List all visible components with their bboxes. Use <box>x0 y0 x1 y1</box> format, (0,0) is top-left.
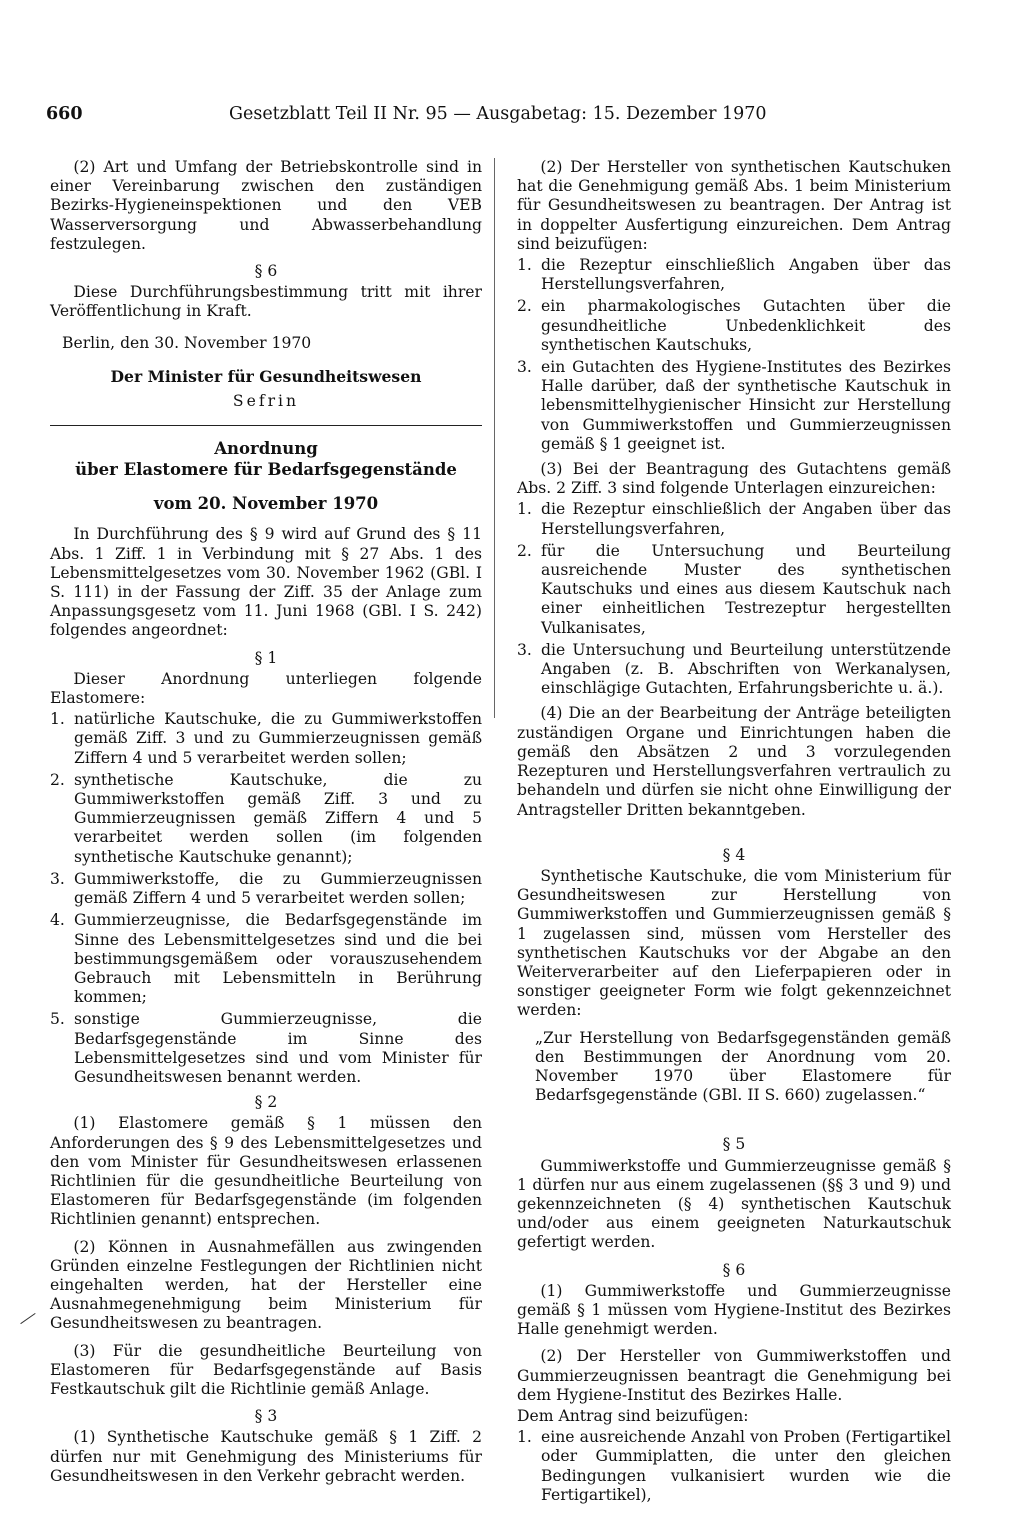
item-number: 1. <box>517 1428 532 1447</box>
list-item <box>50 710 482 768</box>
place-date: Berlin, den 30. November 1970 <box>62 333 312 352</box>
list-item <box>50 771 482 867</box>
item-text: die Rezeptur einschließlich der Angaben über das Herstellungsverfahren, <box>541 500 951 538</box>
paragraph: (4) Die an der Bearbeitung der Anträge beteiligten zuständigen Organe und Einrichtungen haben die gemäß den Absätzen 2 und 3 vorzulegenden Rezepturen und Herstellungsverfahren vertraulich zu behandeln und dürfen sie nicht ohne Einwilligung der Antragsteller Dritten bekanntgeben. <box>517 704 951 819</box>
list-item <box>517 358 951 454</box>
left-column <box>50 158 482 1494</box>
column-divider <box>494 158 495 718</box>
page-header <box>46 103 766 125</box>
list-item <box>50 870 482 908</box>
document-title-line: über Elastomere für Bedarfsgegenstände <box>75 460 457 480</box>
paragraph: Dem Antrag sind beizufügen: <box>517 1406 749 1425</box>
list-item <box>517 542 951 638</box>
quoted-marking: „Zur Herstellung von Bedarfsgegenständen gemäß den Bestimmungen der Anordnung vom 20. November 1970 über Elastomere für Bedarfsgegenstände (GBl. II S. 660) zugelassen.“ <box>535 1028 951 1105</box>
list-item <box>50 1010 482 1087</box>
section-heading: § 6 <box>722 1260 746 1279</box>
item-text: sonstige Gummierzeugnisse, die Bedarfsgegenstände im Sinne des Lebensmittelgesetzes sind und vom Minister für Gesundheitswesen benannt werden. <box>74 1010 482 1086</box>
paragraph: (3) Bei der Beantragung des Gutachtens gemäß Abs. 2 Ziff. 3 sind folgende Unterlagen einzureichen: <box>517 460 951 498</box>
paragraph: (3) Für die gesundheitliche Beurteilung von Elastomeren für Bedarfsgegenstände auf Basis Festkautschuk gilt die Richtlinie gemäß Anlage. <box>50 1341 482 1398</box>
document-title-line: Anordnung <box>214 439 318 459</box>
item-text: Gummierzeugnisse, die Bedarfsgegenstände im Sinne des Lebensmittelgesetzes sind und die bei bestimmungsgemäßem oder vorauszusehendem Gebrauch mit Lebensmitteln in Berührung kommen; <box>74 911 482 1007</box>
paragraph: Dieser Anordnung unterliegen folgende Elastomere: <box>50 669 482 708</box>
item-text: die Rezeptur einschließlich Angaben über das Herstellungsverfahren, <box>541 256 951 294</box>
item-number: 1. <box>517 500 532 519</box>
item-number: 2. <box>517 297 532 316</box>
list-item <box>517 1428 951 1505</box>
paragraph: In Durchführung des § 9 wird auf Grund des § 11 Abs. 1 Ziff. 1 in Verbindung mit § 27 Abs. 1 des Lebensmittelgesetzes vom 30. November 1962 (GBl. I S. 111) in der Fassung der Ziff. 35 der Anlage zum Anpassungsgesetz vom 11. Juni 1968 (GBl. I S. 242) folgendes angeordnet: <box>50 525 482 640</box>
item-text: synthetische Kautschuke, die zu Gummiwerkstoffen gemäß Ziff. 3 und zu Gummierzeugnissen gemäß Ziffern 4 und 5 verarbeitet werden sollen (im folgenden synthetische Kautschuke genannt); <box>74 770 482 866</box>
item-number: 4. <box>50 911 65 930</box>
paragraph: (1) Synthetische Kautschuke gemäß § 1 Ziff. 2 dürfen nur mit Genehmigung des Ministeriums für Gesundheitswesen in den Verkehr gebracht werden. <box>50 1428 482 1485</box>
item-number: 2. <box>517 541 532 560</box>
right-column <box>517 158 951 1511</box>
item-text: die Untersuchung und Beurteilung unterstützende Angaben (z. B. Abschriften von Werkanalysen, einschlägige Gutachten, Erfahrungsberichte u. ä.). <box>541 640 951 698</box>
section-heading: § 4 <box>722 845 746 864</box>
item-list <box>517 500 951 698</box>
list-item <box>517 641 951 699</box>
item-number: 5. <box>50 1010 65 1029</box>
document-date: vom 20. November 1970 <box>153 494 379 514</box>
list-item <box>517 297 951 355</box>
paragraph: Gummiwerkstoffe und Gummierzeugnisse gemäß § 1 dürfen nur aus einem zugelassenen (§§ 3 und 9) und gekennzeichneten (§ 4) synthetischen Kautschuk und/oder aus einem geeigneten Naturkautschuk gefertigt werden. <box>517 1156 951 1252</box>
item-number: 3. <box>50 869 65 888</box>
signatory-name: Sefrin <box>232 392 300 411</box>
item-number: 3. <box>517 358 532 377</box>
gazette-title: Gesetzblatt Teil II Nr. 95 — Ausgabetag: 15. Dezember 1970 <box>229 104 767 124</box>
page-number: 660 <box>46 104 83 124</box>
spacer <box>517 828 951 842</box>
item-number: 1. <box>517 256 532 275</box>
paragraph: (2) Können in Ausnahmefällen aus zwingenden Gründen einzelne Festlegungen der Richtlinien nicht eingehalten werden, hat der Hersteller eine Ausnahmegenehmigung beim Ministerium für Gesundheitswesen zu beantragen. <box>50 1237 482 1333</box>
item-list <box>50 710 482 1087</box>
paragraph: Diese Durchführungsbestimmung tritt mit ihrer Veröffentlichung in Kraft. <box>50 283 482 321</box>
item-number: 1. <box>50 710 65 729</box>
item-list <box>517 1428 951 1505</box>
section-heading: § 2 <box>254 1093 278 1112</box>
section-heading: § 1 <box>254 648 278 667</box>
item-number: 2. <box>50 770 65 789</box>
item-text: Gummiwerkstoffe, die zu Gummierzeugnissen gemäß Ziffern 4 und 5 verarbeitet werden sollen; <box>74 869 482 908</box>
section-heading: § 5 <box>722 1135 746 1154</box>
item-text: ein pharmakologisches Gutachten über die gesundheitliche Unbedenklichkeit des synthetischen Kautschuks, <box>541 297 951 354</box>
list-item <box>517 500 951 538</box>
section-heading: § 6 <box>254 262 278 281</box>
list-item <box>50 911 482 1007</box>
spacer <box>517 1117 951 1131</box>
paragraph: (2) Art und Umfang der Betriebskontrolle sind in einer Vereinbarung zwischen den zuständigen Bezirks-Hygieneinspektionen und den VEB Wasserversorgung und Abwasserbehandlung festzulegen. <box>50 158 482 253</box>
list-item <box>517 256 951 294</box>
section-heading: § 3 <box>254 1407 278 1426</box>
item-text: eine ausreichende Anzahl von Proben (Fertigartikel oder Gummiplatten, die unter den gleichen Bedingungen vulkanisiert wurden wie die Fertigartikel), <box>541 1428 951 1504</box>
paragraph: Synthetische Kautschuke, die vom Ministerium für Gesundheitswesen zur Herstellung von Gummiwerkstoffen und Gummierzeugnissen gemäß § 1 zugelassen sind, müssen vom Hersteller des synthetischen Kautschuks vor der Abgabe an den Weiterverarbeiter auf den Lieferpapieren oder in sonstiger geeigneter Form wie folgt gekennzeichnet werden: <box>517 866 951 1020</box>
item-text: für die Untersuchung und Beurteilung ausreichende Muster des synthetischen Kautschuks und eines aus diesem Kautschuk nach einer einheitlichen Testrezeptur hergestellten Vulkanisates, <box>541 541 951 637</box>
divider <box>50 425 482 426</box>
item-text: natürliche Kautschuke, die zu Gummiwerkstoffen gemäß Ziff. 3 und zu Gummierzeugnissen gemäß Ziffern 4 und 5 verarbeitet werden sollen; <box>74 710 482 767</box>
item-list <box>517 256 951 454</box>
paragraph: (2) Der Hersteller von synthetischen Kautschuken hat die Genehmigung gemäß Abs. 1 beim Ministerium für Gesundheitswesen zu beantragen. Der Antrag ist in doppelter Ausfertigung einzureichen. Dem Antrag sind beizufügen: <box>517 158 951 253</box>
margin-mark <box>20 1313 35 1324</box>
paragraph: (2) Der Hersteller von Gummiwerkstoffen und Gummierzeugnissen beantragt die Genehmigung bei dem Hygiene-Institut des Bezirkes Halle. <box>517 1347 951 1404</box>
item-number: 3. <box>517 640 532 659</box>
paragraph: (1) Elastomere gemäß § 1 müssen den Anforderungen des § 9 des Lebensmittelgesetzes und den vom Minister für Gesundheitswesen erlassenen Richtlinien für die gesundheitliche Beurteilung von Elastomeren für Bedarfsgegenstände (im folgenden Richtlinien genannt) entsprechen. <box>50 1114 482 1229</box>
signatory-title: Der Minister für Gesundheitswesen <box>110 366 422 386</box>
item-text: ein Gutachten des Hygiene-Institutes des Bezirkes Halle darüber, daß der synthetische Kautschuk in lebensmittelhygienischer Hinsicht zur Herstellung von Gummiwerkstoffen und Gummierzeugnissen gemäß § 1 geeignet ist. <box>541 358 951 453</box>
document-title <box>50 438 482 480</box>
paragraph: (1) Gummiwerkstoffe und Gummierzeugnisse gemäß § 1 müssen vom Hygiene-Institut des Bezirkes Halle genehmigt werden. <box>517 1281 951 1339</box>
